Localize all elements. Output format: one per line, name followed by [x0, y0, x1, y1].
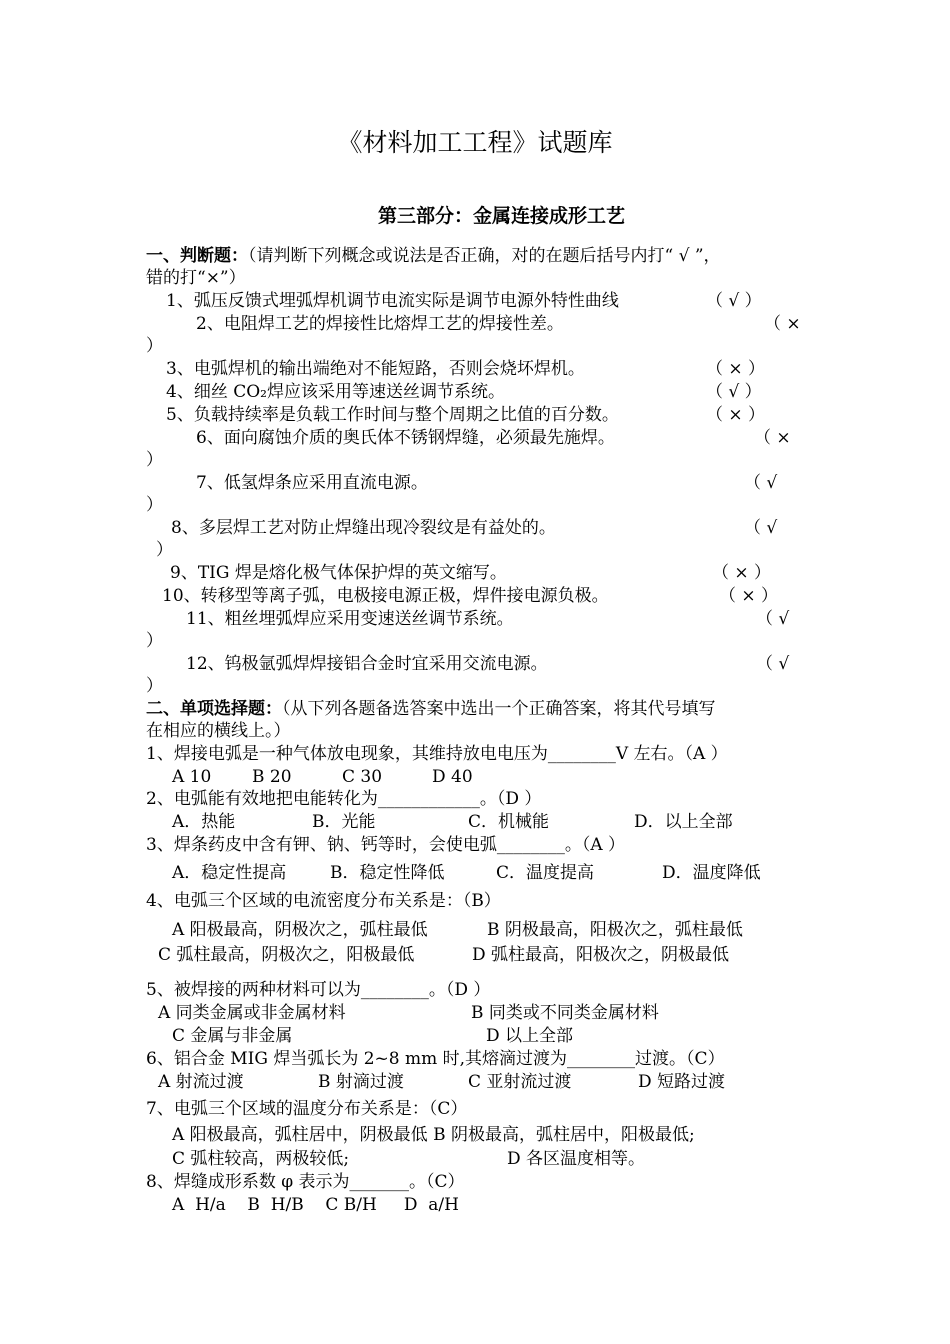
mc-q5-option-b: B 同类或不同类金属材料 [471, 1003, 659, 1023]
tf-mark-3: （ × ） [706, 359, 766, 379]
mc-q4-option-c: C 弧柱最高，阴极次之，阳极最低 [158, 945, 415, 965]
mc-q6-option-a: A 射流过渡 [158, 1072, 244, 1092]
tf-mark-1: （ √ ） [706, 291, 762, 311]
mc-question-8: 8、焊缝成形系数 φ 表示为_______。（C） [146, 1172, 465, 1192]
tf-item-9: 9、TIG 焊是熔化极气体保护焊的英文缩写。 [170, 563, 507, 583]
tf-close-12: ） [146, 676, 163, 696]
mc-question-7: 7、电弧三个区域的温度分布关系是：（C） [146, 1099, 468, 1119]
mc-question-1: 1、焊接电弧是一种气体放电现象，其维持放电电压为________V 左右。（A ） [146, 744, 728, 764]
mc-q7-options-ab: A 阳极最高，弧柱居中，阴极最低 B 阴极最高，弧柱居中，阳极最低; [172, 1125, 695, 1145]
tf-item-11: 11、粗丝埋弧焊应采用变速送丝调节系统。 [186, 609, 514, 629]
tf-mark-2: （ × [764, 314, 801, 334]
section1-instruction-cont: 错的打“×”） [146, 268, 246, 288]
mc-q1-option-b: B 20 [252, 767, 292, 787]
tf-mark-10: （ × ） [719, 586, 779, 606]
mc-q6-option-c: C 亚射流过渡 [468, 1072, 572, 1092]
tf-close-2: ） [146, 336, 163, 356]
mc-question-6: 6、铝合金 MIG 焊当弧长为 2~8 mm 时,其熔滴过渡为________过渡。（C） [146, 1049, 725, 1069]
mc-q8-options: A H/a B H/B C B/H D a/H [172, 1195, 459, 1215]
tf-item-10: 10、转移型等离子弧，电极接电源正极，焊件接电源负极。 [162, 586, 609, 606]
tf-close-8: ） [156, 540, 173, 560]
section2-instruction: （从下列各题备选答案中选出一个正确答案，将其代号填写 [282, 699, 716, 719]
mc-question-2: 2、电弧能有效地把电能转化为____________。（D ） [146, 789, 542, 809]
mc-question-4: 4、电弧三个区域的电流密度分布关系是：（B） [146, 891, 501, 911]
mc-q3-option-a: A．稳定性提高 [172, 863, 287, 883]
mc-q3-option-b: B．稳定性降低 [330, 863, 445, 883]
mc-q3-option-c: C．温度提高 [496, 863, 595, 883]
tf-mark-6: （ × [754, 428, 791, 448]
mc-q2-option-b: B．光能 [312, 812, 376, 832]
section2-heading-line [146, 698, 716, 720]
mc-q2-option-d: D．以上全部 [634, 812, 733, 832]
section-title: 第三部分：金属连接成形工艺 [378, 205, 626, 227]
mc-q6-option-b: B 射滴过渡 [318, 1072, 404, 1092]
tf-mark-8: （ √ [744, 518, 778, 538]
mc-q5-option-a: A 同类金属或非金属材料 [158, 1003, 346, 1023]
mc-q5-option-c: C 金属与非金属 [172, 1026, 293, 1046]
tf-item-8: 8、多层焊工艺对防止焊缝出现冷裂纹是有益处的。 [171, 518, 556, 538]
tf-mark-11: （ √ [756, 609, 790, 629]
section1-heading: 一、判断题： [146, 246, 248, 266]
tf-item-1: 1、弧压反馈式埋弧焊机调节电流实际是调节电源外特性曲线 [166, 291, 619, 311]
tf-item-4: 4、细丝 CO₂焊应该采用等速送丝调节系统。 [166, 382, 505, 402]
tf-item-3: 3、电弧焊机的输出端绝对不能短路，否则会烧坏焊机。 [166, 359, 585, 379]
mc-question-3: 3、焊条药皮中含有钾、钠、钙等时，会使电弧________。（A ） [146, 835, 625, 855]
tf-close-7: ） [146, 495, 163, 515]
tf-item-5: 5、负载持续率是负载工作时间与整个周期之比值的百分数。 [166, 405, 619, 425]
mc-q4-option-d: D 弧柱最高，阳极次之，阴极最低 [472, 945, 730, 965]
tf-close-11: ） [146, 631, 163, 651]
mc-q3-option-d: D．温度降低 [662, 863, 761, 883]
tf-close-6: ） [146, 450, 163, 470]
section2-instruction-cont: 在相应的横线上。） [146, 721, 291, 741]
mc-q2-option-a: A．热能 [172, 812, 236, 832]
tf-mark-7: （ √ [744, 473, 778, 493]
mc-q1-option-a: A 10 [172, 767, 212, 787]
tf-mark-9: （ × ） [712, 563, 772, 583]
tf-mark-5: （ × ） [706, 405, 766, 425]
mc-q7-option-c: C 弧柱较高，两极较低; [172, 1149, 350, 1169]
mc-q2-option-c: C．机械能 [468, 812, 550, 832]
page-title: 《材料加工工程》试题库 [337, 128, 613, 157]
tf-item-7: 7、低氢焊条应采用直流电源。 [196, 473, 428, 493]
section1-instruction: （请判断下列概念或说法是否正确，对的在题后括号内打“ √ ”， [248, 246, 721, 266]
mc-question-5: 5、被焊接的两种材料可以为________。（D ） [146, 980, 491, 1000]
section2-heading: 二、单项选择题： [146, 699, 282, 719]
mc-q4-option-a: A 阳极最高，阴极次之，弧柱最低 [172, 920, 428, 940]
tf-item-2: 2、电阻焊工艺的焊接性比熔焊工艺的焊接性差。 [196, 314, 564, 334]
section1-heading-line [146, 245, 721, 267]
mc-q1-option-d: D 40 [432, 767, 473, 787]
tf-item-6: 6、面向腐蚀介质的奥氏体不锈钢焊缝，必须最先施焊。 [196, 428, 615, 448]
tf-mark-12: （ √ [756, 654, 790, 674]
mc-q4-option-b: B 阴极最高，阳极次之，弧柱最低 [487, 920, 743, 940]
tf-mark-4: （ √ ） [706, 382, 762, 402]
tf-item-12: 12、钨极氩弧焊焊接铝合金时宜采用交流电源。 [186, 654, 548, 674]
mc-q7-option-d: D 各区温度相等。 [507, 1149, 646, 1169]
mc-q5-option-d: D 以上全部 [486, 1026, 574, 1046]
mc-q6-option-d: D 短路过渡 [638, 1072, 726, 1092]
mc-q1-option-c: C 30 [342, 767, 383, 787]
